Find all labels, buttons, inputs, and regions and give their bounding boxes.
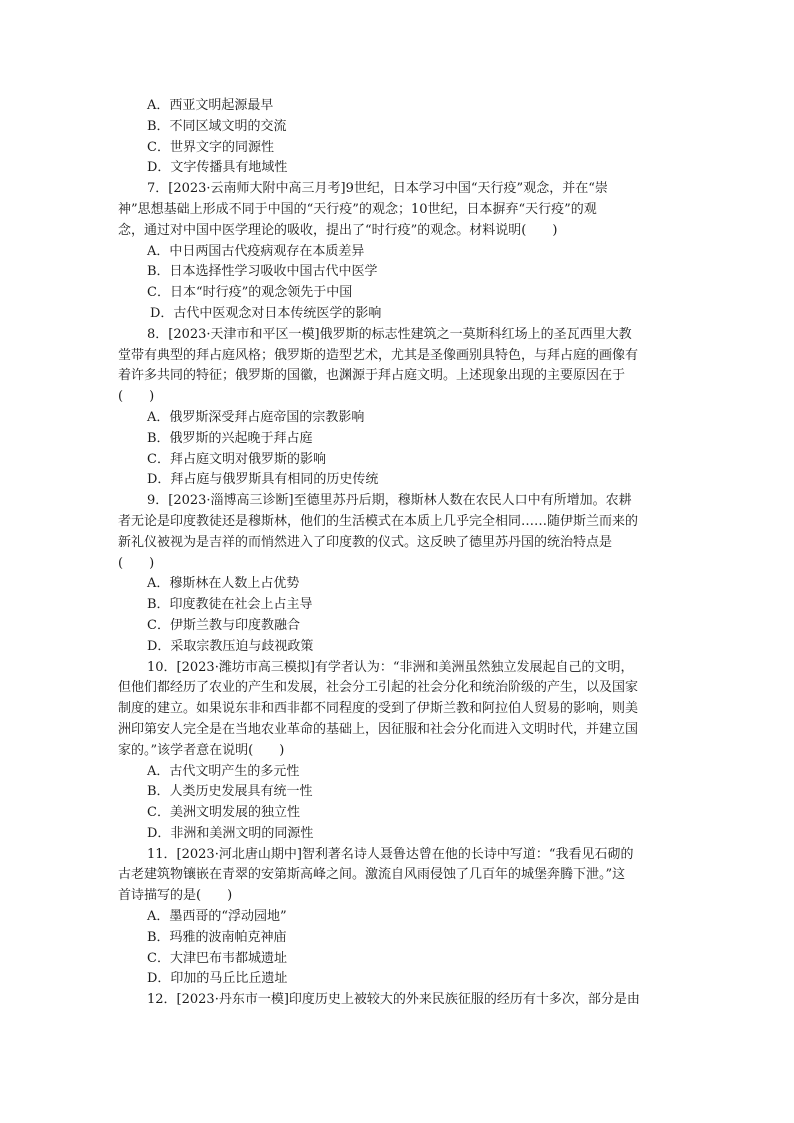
question-stem-line: 但他们都经历了农业的产生和发展，社会分工引起的社会分化和统治阶级的产生，以及国家 — [118, 680, 639, 696]
option-a[interactable]: A．中日两国古代疫病观存在本质差异 — [147, 243, 365, 259]
option-d[interactable]: D．古代中医观念对日本传统医学的影响 — [150, 305, 382, 321]
option-a[interactable]: A．穆斯林在人数上占优势 — [147, 576, 300, 592]
question-stem-line: 11．[2023·河北唐山期中]智利著名诗人聂鲁达曾在他的长诗中写道：“我看见石砌的 — [147, 846, 634, 862]
option-a[interactable]: A．西亚文明起源最早 — [147, 98, 274, 113]
question-stem-line: 制度的建立。如果说东非和西非都不同程度的受到了伊斯兰教和阿拉伯人贸易的影响，则美 — [118, 701, 639, 717]
question-stem-line: 洲印第安人完全是在当地农业革命的基础上，因征服和社会分化而进入文明时代，并建立国 — [118, 721, 639, 737]
question-stem-line: 首诗描写的是( ) — [118, 888, 233, 904]
option-c[interactable]: C．世界文字的同源性 — [147, 139, 274, 155]
question-stem-line: 7．[2023·云南师大附中高三月考]9世纪，日本学习中国“天行疫”观念，并在“崇 — [147, 181, 608, 197]
question-stem-line: 念，通过对中国中医学理论的吸收，提出了“时行疫”的观念。材料说明( ) — [118, 222, 558, 238]
option-a[interactable]: A．古代文明产生的多元性 — [147, 763, 300, 779]
option-b[interactable]: B．不同区域文明的交流 — [147, 118, 287, 134]
question-7 — [118, 179, 684, 325]
question-10 — [118, 658, 684, 845]
question-6-options — [118, 96, 684, 179]
option-c[interactable]: C．伊斯兰教与印度教融合 — [147, 617, 300, 633]
question-stem-line: 10．[2023·潍坊市高三模拟]有学者认为：“非洲和美洲虽然独立发展起自己的文明， — [147, 659, 634, 675]
question-stem-line: 堂带有典型的拜占庭风格；俄罗斯的造型艺术，尤其是圣像画别具特色，与拜占庭的画像有 — [118, 347, 639, 363]
question-stem-line: 12．[2023·丹东市一模]印度历史上被较大的外来民族征服的经历有十多次，部分是由 — [147, 992, 640, 1008]
option-d[interactable]: D．非洲和美洲文明的同源性 — [147, 825, 314, 841]
question-stem-line: 者无论是印度教徒还是穆斯林，他们的生活模式在本质上几乎完全相同……随伊斯兰而来的 — [118, 513, 639, 529]
option-a[interactable]: A．俄罗斯深受拜占庭帝国的宗教影响 — [147, 409, 365, 425]
question-stem-line: 家的。”该学者意在说明( ) — [118, 742, 285, 758]
question-stem-line: 9．[2023·淄博高三诊断]至德里苏丹后期，穆斯林人数在农民人口中有所增加。农耕 — [147, 493, 632, 509]
option-d[interactable]: D．采取宗教压迫与歧视政策 — [147, 638, 314, 654]
option-c[interactable]: C．日本“时行疫”的观念领先于中国 — [147, 285, 353, 301]
question-stem-line: 新礼仪被视为是吉祥的而悄然进入了印度教的仪式。这反映了德里苏丹国的统治特点是 — [118, 534, 613, 550]
question-12 — [118, 990, 684, 1011]
option-c[interactable]: C．大津巴布韦都城遗址 — [147, 950, 287, 966]
question-stem-line: 神”思想基础上形成不同于中国的“天行疫”的观念；10世纪，日本摒弃“天行疫”的观 — [118, 201, 597, 217]
option-a[interactable]: A．墨西哥的“浮动园地” — [147, 909, 287, 925]
option-d[interactable]: D．文字传播具有地域性 — [147, 160, 288, 176]
question-stem-line: ( ) — [118, 555, 155, 571]
option-b[interactable]: B．俄罗斯的兴起晚于拜占庭 — [147, 430, 313, 446]
option-c[interactable]: C．美洲文明发展的独立性 — [147, 805, 300, 821]
question-stem-line: 着许多共同的特征；俄罗斯的国徽，也渊源于拜占庭文明。上述现象出现的主要原因在于 — [118, 368, 626, 384]
option-b[interactable]: B．人类历史发展具有统一性 — [147, 784, 313, 800]
question-stem-line: 古老建筑物镶嵌在青翠的安第斯高峰之间。激流自风雨侵蚀了几百年的城堡奔腾下泄。”这 — [118, 867, 626, 883]
option-b[interactable]: B．玛雅的波南帕克神庙 — [147, 929, 287, 945]
option-b[interactable]: B．日本选择性学习吸收中国古代中医学 — [147, 264, 378, 280]
question-stem-line: 8．[2023·天津市和平区一模]俄罗斯的标志性建筑之一莫斯科红场上的圣瓦西里大教 — [147, 326, 632, 342]
option-c[interactable]: C．拜占庭文明对俄罗斯的影响 — [147, 451, 326, 467]
option-d[interactable]: D．印加的马丘比丘遗址 — [147, 971, 288, 987]
question-8 — [118, 325, 684, 491]
question-11 — [118, 845, 684, 991]
document-page — [118, 96, 684, 1011]
option-d[interactable]: D．拜占庭与俄罗斯具有相同的历史传统 — [147, 472, 379, 488]
question-stem-line: ( ) — [118, 389, 155, 405]
question-9 — [118, 491, 684, 657]
option-b[interactable]: B．印度教徒在社会上占主导 — [147, 597, 313, 613]
